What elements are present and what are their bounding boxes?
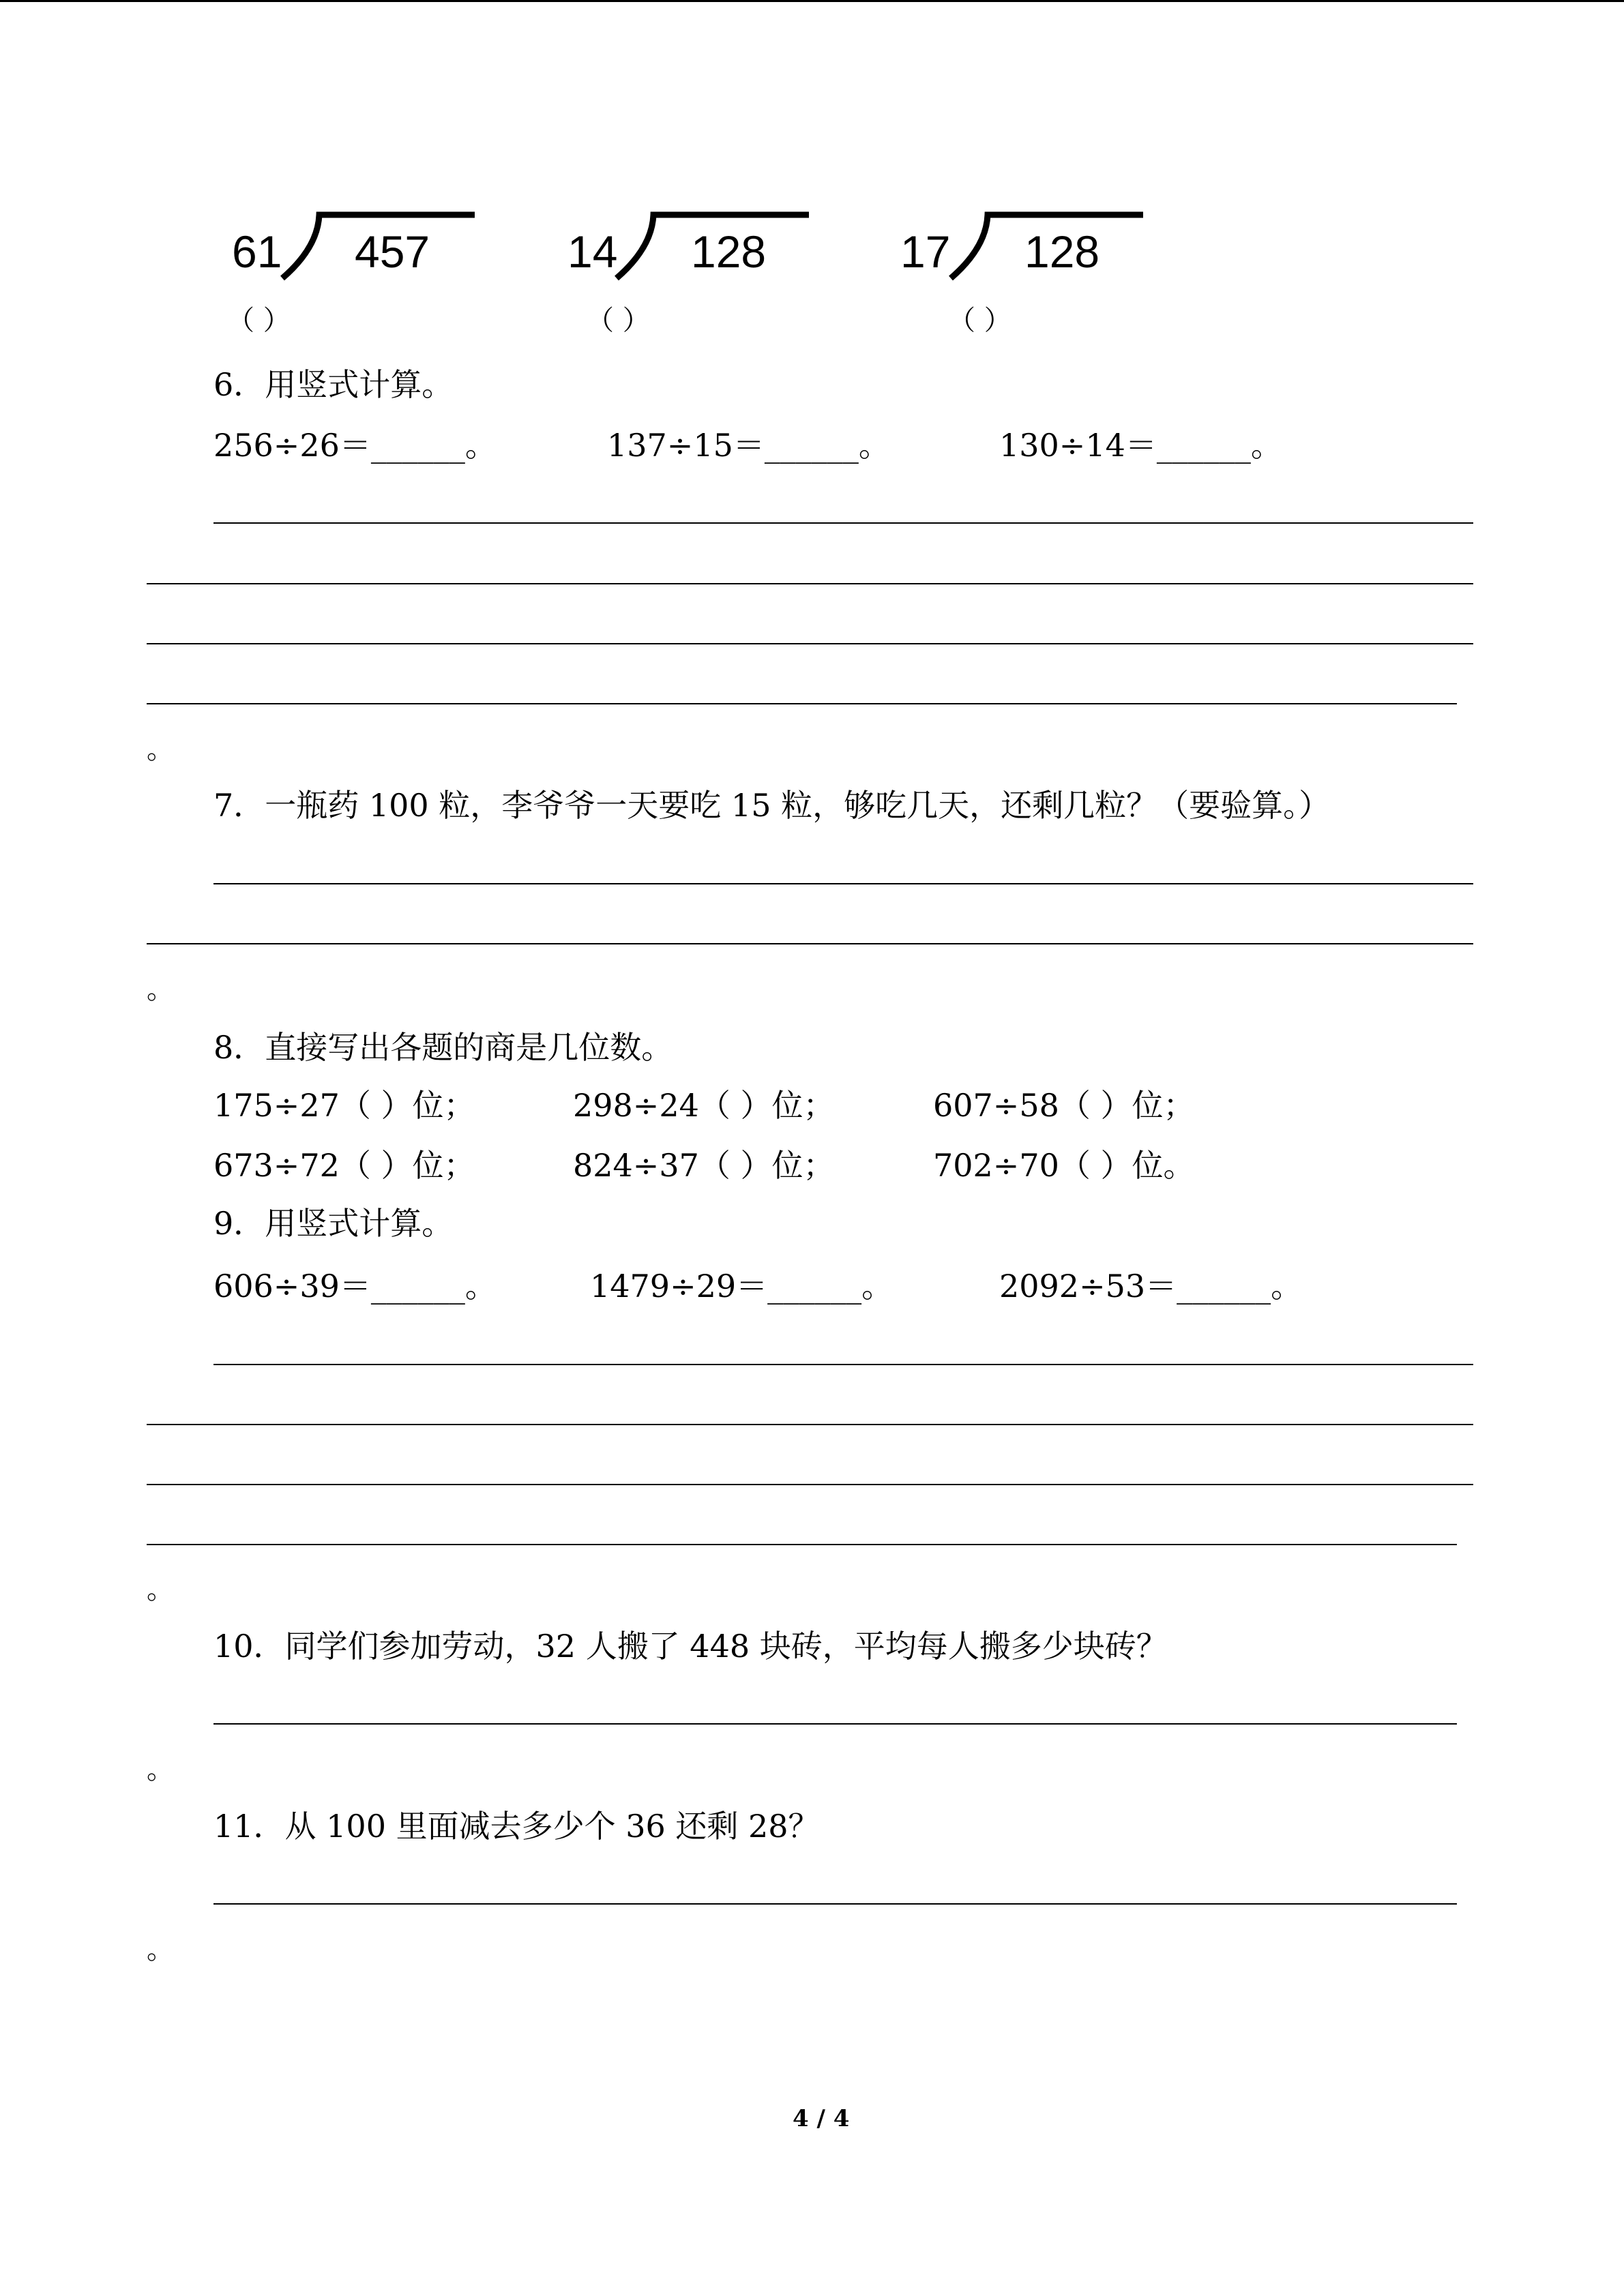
q6-item-1[interactable]: 256÷26＝______。 bbox=[213, 427, 497, 464]
answer-line[interactable] bbox=[213, 1364, 1473, 1365]
answer-line[interactable] bbox=[147, 1544, 1457, 1545]
dividend: 128 bbox=[1024, 226, 1100, 277]
q9-title: 9．用竖式计算。 bbox=[213, 1205, 454, 1242]
answer-blank[interactable]: （ ） bbox=[227, 305, 291, 336]
q8-row1-item-3[interactable]: 607÷58（ ）位； bbox=[933, 1087, 1195, 1124]
answer-line[interactable] bbox=[213, 522, 1473, 524]
q9-item-3[interactable]: 2092÷53＝______。 bbox=[999, 1268, 1303, 1304]
q6-title: 6．用竖式计算。 bbox=[213, 366, 454, 403]
end-mark: 。 bbox=[147, 1754, 174, 1785]
answer-line[interactable] bbox=[213, 883, 1473, 884]
dividend: 128 bbox=[691, 226, 767, 277]
q8-row2-item-3[interactable]: 702÷70（ ）位。 bbox=[933, 1147, 1195, 1184]
q6-item-2[interactable]: 137÷15＝______。 bbox=[607, 427, 890, 464]
q7-title: 7．一瓶药 100 粒，李爷爷一天要吃 15 粒，够吃几天，还剩几粒？（要验算。） bbox=[213, 787, 1331, 824]
divisor: 14 bbox=[567, 226, 618, 277]
q8-row1-item-1[interactable]: 175÷27（ ）位； bbox=[213, 1087, 475, 1124]
q6-item-3[interactable]: 130÷14＝______。 bbox=[999, 427, 1282, 464]
answer-line[interactable] bbox=[147, 1484, 1473, 1485]
answer-blank[interactable]: （ ） bbox=[948, 305, 1012, 336]
answer-line[interactable] bbox=[147, 583, 1473, 584]
end-mark: 。 bbox=[147, 734, 174, 765]
page-number: 4 / 4 bbox=[793, 2105, 850, 2132]
answer-line[interactable] bbox=[147, 643, 1473, 644]
answer-line[interactable] bbox=[147, 703, 1457, 704]
q9-item-1[interactable]: 606÷39＝______。 bbox=[213, 1268, 497, 1304]
q8-row2-item-1[interactable]: 673÷72（ ）位； bbox=[213, 1147, 475, 1184]
end-mark: 。 bbox=[147, 1574, 174, 1605]
end-mark: 。 bbox=[147, 974, 174, 1005]
dividend: 457 bbox=[355, 226, 430, 277]
q9-item-2[interactable]: 1479÷29＝______。 bbox=[590, 1268, 894, 1304]
answer-blank[interactable]: （ ） bbox=[587, 305, 650, 336]
q8-row2-item-2[interactable]: 824÷37（ ）位； bbox=[573, 1147, 835, 1184]
q8-row1-item-2[interactable]: 298÷24（ ）位； bbox=[573, 1087, 835, 1124]
q8-title: 8．直接写出各题的商是几位数。 bbox=[213, 1029, 673, 1066]
q10-title: 10．同学们参加劳动，32 人搬了 448 块砖，平均每人搬多少块砖？ bbox=[213, 1628, 1168, 1665]
answer-line[interactable] bbox=[213, 1723, 1457, 1725]
answer-line[interactable] bbox=[147, 1424, 1473, 1425]
answer-line[interactable] bbox=[213, 1903, 1457, 1905]
q11-title: 11．从 100 里面减去多少个 36 还剩 28？ bbox=[213, 1808, 820, 1845]
end-mark: 。 bbox=[147, 1934, 174, 1965]
answer-line[interactable] bbox=[147, 943, 1473, 944]
divisor: 17 bbox=[900, 226, 951, 277]
divisor: 61 bbox=[232, 226, 282, 277]
